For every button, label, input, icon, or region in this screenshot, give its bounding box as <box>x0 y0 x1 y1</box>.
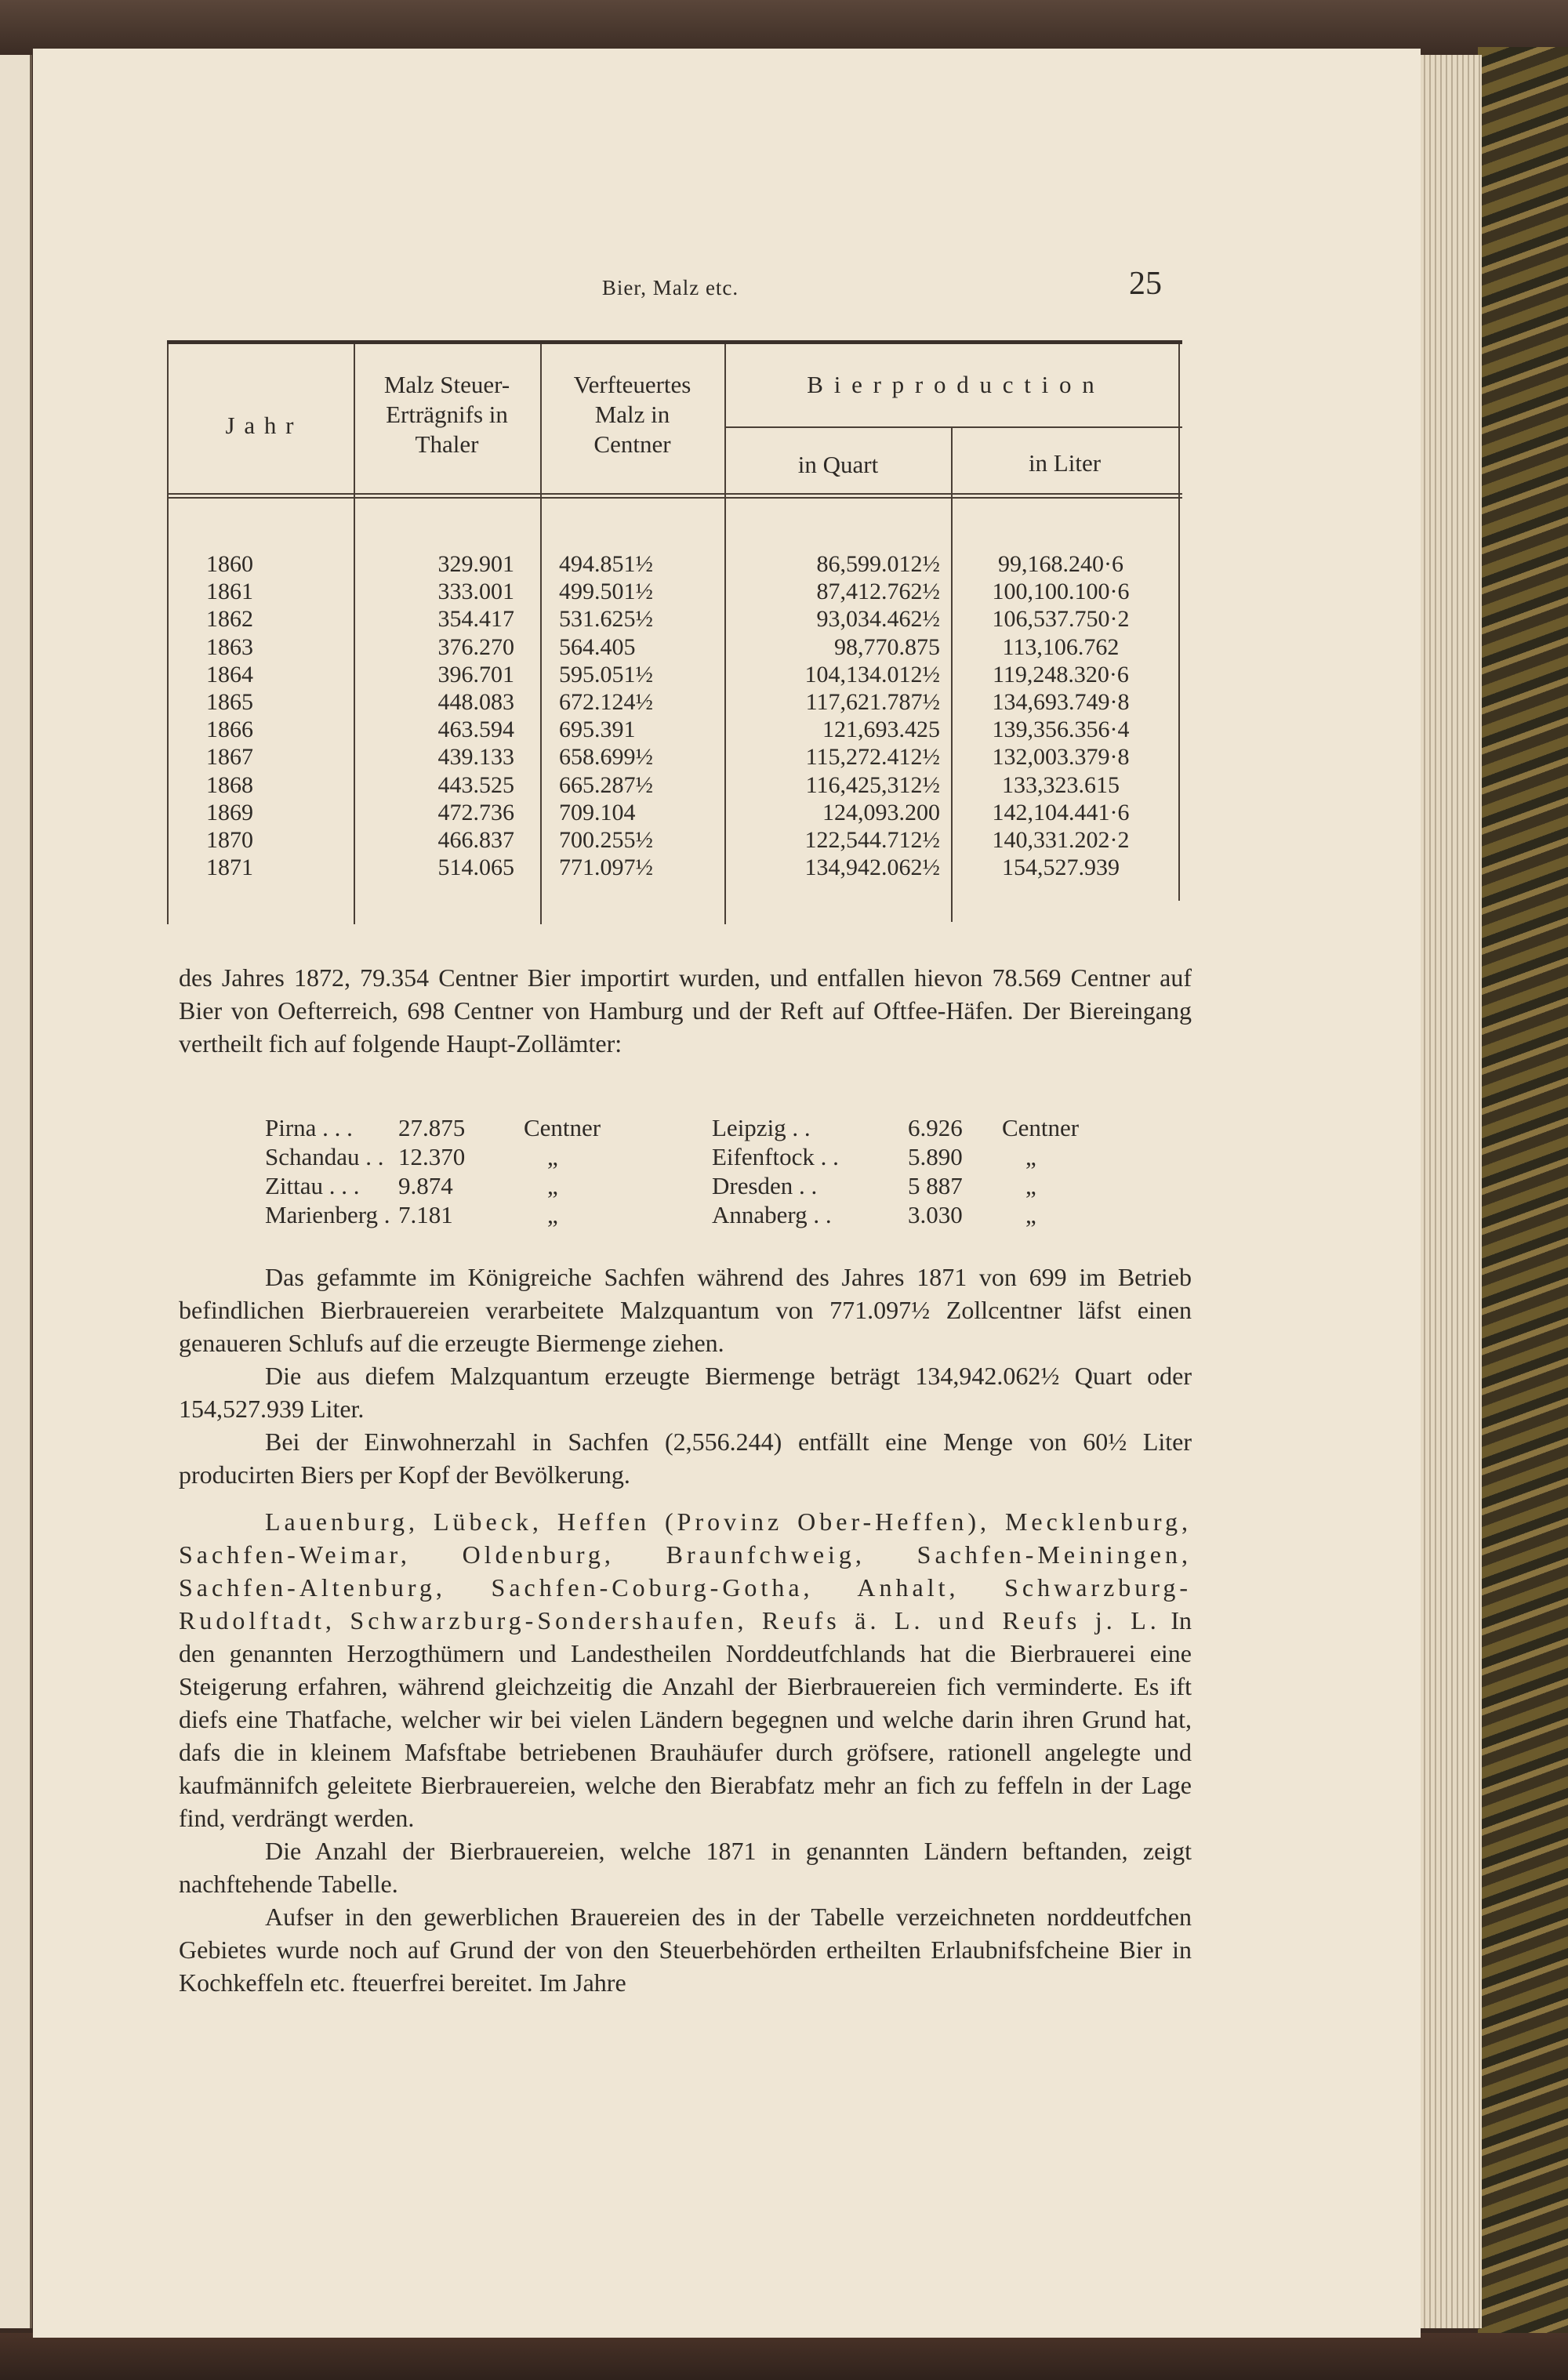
cell-tax: 439.133 <box>437 744 514 771</box>
cell-malt: 771.097½ <box>559 854 653 881</box>
cell-malt: 564.405 <box>559 633 636 660</box>
customs-right-name: Eifenftock . . <box>712 1143 839 1170</box>
cell-tax: 448.083 <box>437 689 514 716</box>
cell-liter: 100,100.100·6 <box>992 579 1130 605</box>
cell-quart: 122,544.712½ <box>804 827 940 854</box>
paragraph-text: Die Anzahl der Bierbrauereien, welche 1871 in genannten Ländern beftanden, zeigt nachftehende Tabelle. <box>179 1837 1192 1898</box>
paragraph-text: des Jahres 1872, 79.354 Centner Bier importirt wurden, und entfallen hievon 78.569 Centner auf Bier von Oefterreich, 698 Centner von Hamburg und der Reft auf Oftfee-Häfen. Der Biereingang vertheilt fich auf folgende Haupt-Zollämter: <box>179 963 1192 1058</box>
marbled-edge <box>1478 47 1568 2336</box>
column-year <box>191 550 269 881</box>
header-line: Malz Steuer- <box>383 371 510 398</box>
cell-quart: 98,770.875 <box>834 633 940 660</box>
header-production: B i e r p r o d u c t i o n <box>807 371 1097 398</box>
cell-malt: 658.699½ <box>559 744 653 771</box>
customs-right-unit: Centner <box>1002 1114 1080 1141</box>
header-line: Erträgnifs in <box>386 401 508 428</box>
paragraph-imports <box>179 961 1192 1060</box>
cell-year: 1860 <box>206 551 253 577</box>
state-names: Lauenburg, Lübeck, Heffen (Provinz Ober-Heffen), Mecklenburg, Sachfen-Weimar, Oldenburg, Braunfchweig, Sachfen-Meiningen, Sachfen-Altenburg, Sachfen-Coburg-Gotha, Anhalt, Schwarzburg-Rudolftadt, Schwarzburg-Sondershaufen, Reufs ä. L. und Reufs j. L. <box>179 1507 1192 1634</box>
cell-liter: 154,527.939 <box>1002 854 1120 881</box>
cell-tax: 354.417 <box>437 606 514 633</box>
paragraph-states <box>179 1505 1192 1999</box>
customs-left-value: 27.875 <box>398 1114 466 1141</box>
cell-malt: 499.501½ <box>559 579 653 605</box>
cell-liter: 139,356.356·4 <box>992 717 1130 743</box>
paragraph-text: Das gefammte im Königreiche Sachfen während des Jahres 1871 von 699 im Betrieb befindlichen Bierbrauereien verarbeitete Malzquantum von 771.097½ Zollcentner läfst einen genaueren Schlufs auf die erzeugte Biermenge ziehen. <box>179 1263 1192 1357</box>
paragraph-text: Bei der Einwohnerzahl in Sachfen (2,556.244) entfällt eine Menge von 60½ Liter producirten Biers per Kopf der Bevölkerung. <box>179 1428 1192 1489</box>
cell-year: 1865 <box>206 689 253 716</box>
column-malt <box>559 550 716 881</box>
header-double-rule <box>167 493 1182 499</box>
cell-liter: 113,106.762 <box>1002 633 1120 660</box>
book-binding-top <box>0 0 1568 55</box>
cell-malt: 709.104 <box>559 799 636 825</box>
cell-year: 1867 <box>206 744 253 771</box>
paragraph-text: Die aus diefem Malzquantum erzeugte Biermenge beträgt 134,942.062½ Quart oder 154,527.939 Liter. <box>179 1362 1192 1423</box>
cell-tax: 472.736 <box>437 799 514 825</box>
cell-year: 1870 <box>206 827 253 854</box>
header-liter: in Liter <box>1028 449 1102 477</box>
cell-quart: 134,942.062½ <box>804 854 940 881</box>
table-top-rule <box>167 340 1182 344</box>
cell-liter: 140,331.202·2 <box>992 827 1130 854</box>
cell-liter: 133,323.615 <box>1002 771 1120 798</box>
cell-liter: 134,693.749·8 <box>992 689 1130 716</box>
cell-malt: 665.287½ <box>559 771 653 798</box>
cell-tax: 514.065 <box>437 854 514 881</box>
cell-tax: 333.001 <box>437 579 514 605</box>
customs-right-value: 3.030 <box>908 1201 963 1228</box>
cell-quart: 87,412.762½ <box>816 579 940 605</box>
cell-year: 1868 <box>206 771 253 798</box>
customs-left-value: 7.181 <box>398 1201 453 1228</box>
cell-malt: 531.625½ <box>559 606 653 633</box>
cell-quart: 116,425,312½ <box>805 771 940 798</box>
book-binding-bottom <box>0 2333 1568 2380</box>
cell-liter: 99,168.240·6 <box>998 551 1123 577</box>
cell-tax: 376.270 <box>437 633 514 660</box>
customs-left-value: 12.370 <box>398 1143 466 1170</box>
customs-left-name: Zittau . . . <box>265 1172 360 1199</box>
cell-tax: 463.594 <box>437 717 514 743</box>
cell-quart: 124,093.200 <box>822 799 940 825</box>
cell-year: 1862 <box>206 606 253 633</box>
customs-right-unit: „ <box>1025 1201 1036 1228</box>
header-quart: in Quart <box>797 451 879 478</box>
cell-liter: 119,248.320·6 <box>993 661 1129 688</box>
cell-malt: 595.051½ <box>559 661 653 688</box>
customs-left-value: 9.874 <box>398 1172 453 1199</box>
cell-malt: 695.391 <box>559 717 636 743</box>
customs-left-unit: „ <box>547 1172 558 1199</box>
cell-malt: 494.851½ <box>559 551 653 577</box>
header-line: Malz in <box>594 401 670 428</box>
subheader-rule <box>724 426 1182 428</box>
cell-quart: 93,034.462½ <box>816 606 940 633</box>
column-liter <box>955 550 1167 881</box>
customs-left-name: Pirna . . . <box>265 1114 353 1141</box>
cell-tax: 396.701 <box>437 661 514 688</box>
beer-production-table <box>167 340 1182 924</box>
cell-year: 1863 <box>206 633 253 660</box>
paragraph-text: Aufser in den gewerblichen Brauereien des in der Tabelle verzeichneten norddeutfchen Gebietes wurde noch auf Grund der von den Steuerbehörden ertheilten Erlaubnifsfcheine Bier in Kochkeffeln etc. fteuerfrei bereitet. Im Jahre <box>179 1903 1192 1997</box>
cell-liter: 106,537.750·2 <box>992 606 1130 633</box>
cell-year: 1869 <box>206 799 253 825</box>
customs-right-name: Leipzig . . <box>712 1114 811 1141</box>
header-tax <box>354 370 540 459</box>
cell-tax: 329.901 <box>437 551 514 577</box>
column-quart <box>724 550 940 881</box>
customs-right-name: Dresden . . <box>712 1172 818 1199</box>
cell-quart: 117,621.787½ <box>805 689 940 716</box>
cell-malt: 672.124½ <box>559 689 653 716</box>
header-line: Verfteuertes <box>573 371 691 398</box>
column-tax <box>354 550 514 881</box>
header-line: Thaler <box>415 430 479 458</box>
header-year: J a h r <box>225 412 296 439</box>
customs-right-name: Annaberg . . <box>712 1201 832 1228</box>
cell-liter: 132,003.379·8 <box>992 744 1130 771</box>
cell-quart: 104,134.012½ <box>804 661 940 688</box>
customs-left-unit: „ <box>547 1143 558 1170</box>
cell-year: 1861 <box>206 579 253 605</box>
customs-right-value: 5 887 <box>908 1172 963 1199</box>
customs-left-name: Schandau . . <box>265 1143 384 1170</box>
cell-liter: 142,104.441·6 <box>992 799 1130 825</box>
cell-quart: 115,272.412½ <box>805 744 940 771</box>
cell-tax: 443.525 <box>437 771 514 798</box>
cell-year: 1864 <box>206 661 253 688</box>
customs-right-value: 5.890 <box>908 1143 963 1170</box>
header-line: Centner <box>593 430 671 458</box>
table-divider <box>951 428 953 922</box>
cell-tax: 466.837 <box>437 827 514 854</box>
cell-year: 1871 <box>206 854 253 881</box>
customs-right-value: 6.926 <box>908 1114 963 1141</box>
customs-left-name: Marienberg . <box>265 1201 390 1228</box>
page-number: 25 <box>1129 266 1162 302</box>
cell-quart: 121,693.425 <box>822 717 940 743</box>
cell-malt: 700.255½ <box>559 827 653 854</box>
paragraph-saxony <box>179 1261 1192 1491</box>
customs-right-unit: „ <box>1025 1143 1036 1170</box>
paragraph-text: In den genannten Herzogthümern und Landestheilen Norddeutfchlands hat die Bierbrauerei eine Steigerung erfahren, während gleichzeitig die Anzahl der Bierbrauereien fich verminderte. Es ift diefs eine Thatfache, welcher wir bei vielen Ländern begegnen und welche darin ihren Grund hat, dafs die in kleinem Mafsftabe betriebenen Brauhäufer durch gröfsere, rationell angelegte und kaufmännifch geleitete Bierbrauereien, welche den Bierabfatz mehr an fich zu feffeln in der Lage find, verdrängt werden. <box>179 1606 1192 1832</box>
customs-right-unit: „ <box>1025 1172 1036 1199</box>
customs-left-unit: „ <box>547 1201 558 1228</box>
header-malt <box>540 370 724 459</box>
cell-quart: 86,599.012½ <box>816 551 940 577</box>
cell-year: 1866 <box>206 717 253 743</box>
previous-page-edge <box>0 55 32 2328</box>
running-head: Bier, Malz etc. <box>601 276 739 299</box>
customs-left-unit: Centner <box>524 1114 601 1141</box>
